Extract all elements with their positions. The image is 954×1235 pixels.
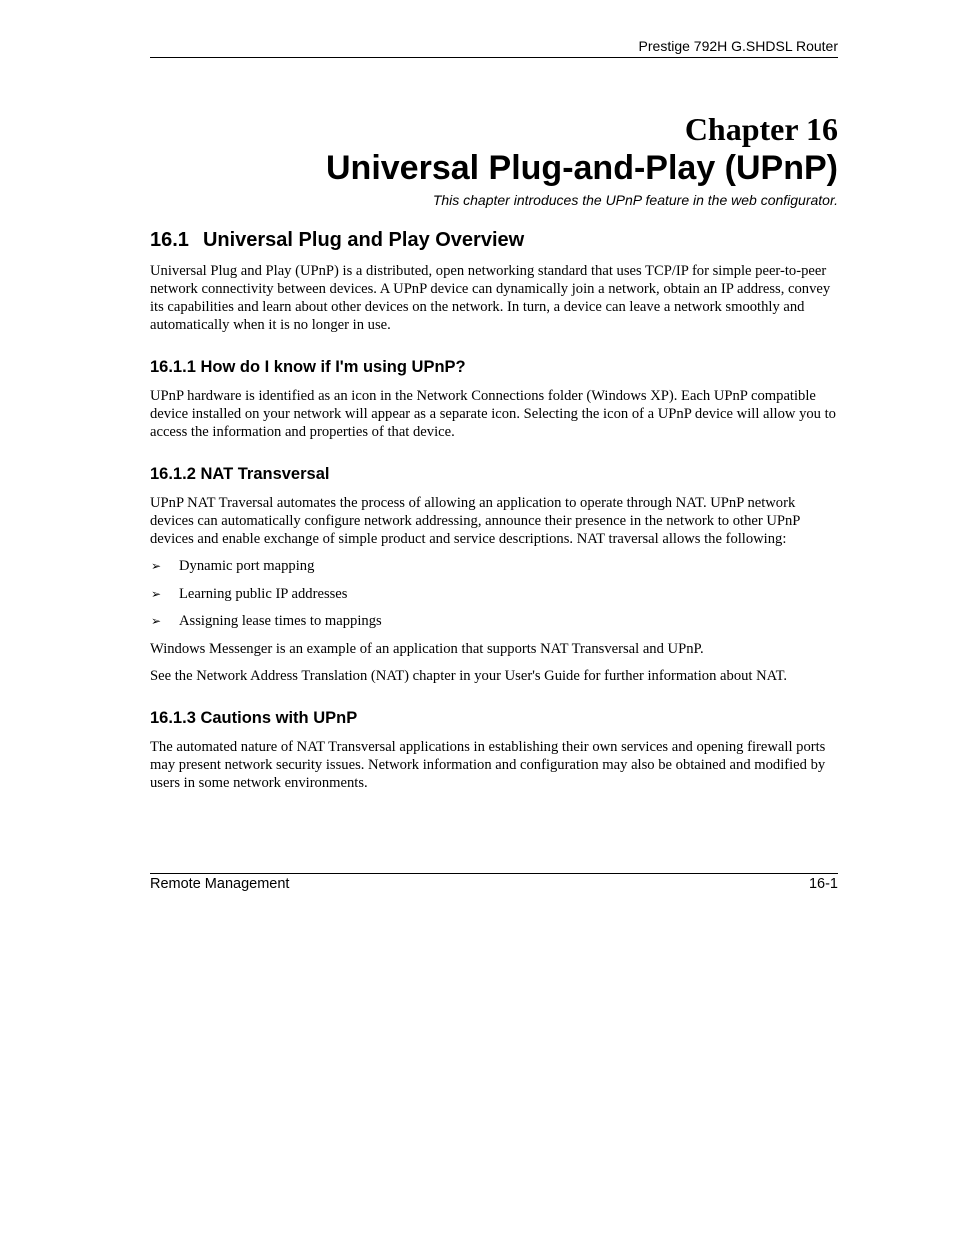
see-nat-chapter-paragraph: See the Network Address Translation (NAT) chapter in your User's Guide for further information about NAT. (150, 667, 788, 684)
chapter-title: Universal Plug-and-Play (UPnP) (326, 149, 838, 187)
list-item-text: Assigning lease times to mappings (179, 613, 382, 629)
arrowhead-bullet-icon: ➢ (151, 586, 162, 601)
using-upnp-paragraph: UPnP hardware is identified as an icon in the Network Connections folder (Windows XP). Each UPnP compatible device installed on your network will appear as a separate icon. Selecting the icon of a UPnP device will allow you to access the information and properties of that device. (150, 388, 836, 440)
page-footer (150, 875, 838, 893)
header-rule (150, 57, 838, 58)
overview-paragraph: Universal Plug and Play (UPnP) is a distributed, open networking standard that uses TCP/IP for simple peer-to-peer network connectivity between devices. A UPnP device can dynamically join a network, obtain an IP address, convey its capabilities and learn about other devices on the network. In turn, a device can leave a network smoothly and automatically when it is no longer in use. (150, 263, 831, 333)
subsection-heading-cautions: 16.1.3 Cautions with UPnP (150, 708, 358, 727)
nat-features-list (150, 557, 838, 630)
list-item (150, 557, 838, 575)
list-item-text: Learning public IP addresses (179, 585, 348, 602)
footer-rule (150, 873, 838, 874)
section-heading-overview (150, 226, 838, 254)
windows-messenger-paragraph: Windows Messenger is an example of an application that supports NAT Transversal and UPnP. (150, 640, 704, 657)
section-title: Universal Plug and Play Overview (202, 229, 525, 251)
footer-page-number: 16-1 (808, 876, 838, 892)
page-content (150, 226, 838, 801)
list-item (150, 585, 838, 603)
nat-transversal-paragraph: UPnP NAT Traversal automates the process of allowing an application to operate through NAT. UPnP network devices can automatically configure network addressing, announce their presence in the network to other UPnP devices and enable exchange of simple product and service descriptions. NAT traversal allows the following: (150, 495, 800, 547)
list-item (150, 612, 838, 630)
running-header: Prestige 792H G.SHDSL Router (638, 38, 838, 54)
footer-chapter-name: Remote Management (150, 876, 290, 892)
subsection-heading-using-upnp: 16.1.1 How do I know if I'm using UPnP? (150, 358, 466, 376)
list-item-text: Dynamic port mapping (179, 558, 315, 574)
chapter-heading-block (150, 110, 838, 210)
subsection-heading-nat-transversal: 16.1.2 NAT Transversal (150, 465, 330, 483)
arrowhead-bullet-icon: ➢ (151, 559, 162, 573)
arrowhead-bullet-icon: ➢ (151, 614, 162, 628)
cautions-paragraph: The automated nature of NAT Transversal applications in establishing their own services and opening firewall ports may present network security issues. Network information and configuration may also be obtained and modified by users in some network environments. (150, 738, 826, 791)
section-number: 16.1 (150, 229, 189, 251)
chapter-number: Chapter 16 (684, 111, 838, 147)
chapter-intro: This chapter introduces the UPnP feature in the web configurator. (432, 192, 838, 208)
